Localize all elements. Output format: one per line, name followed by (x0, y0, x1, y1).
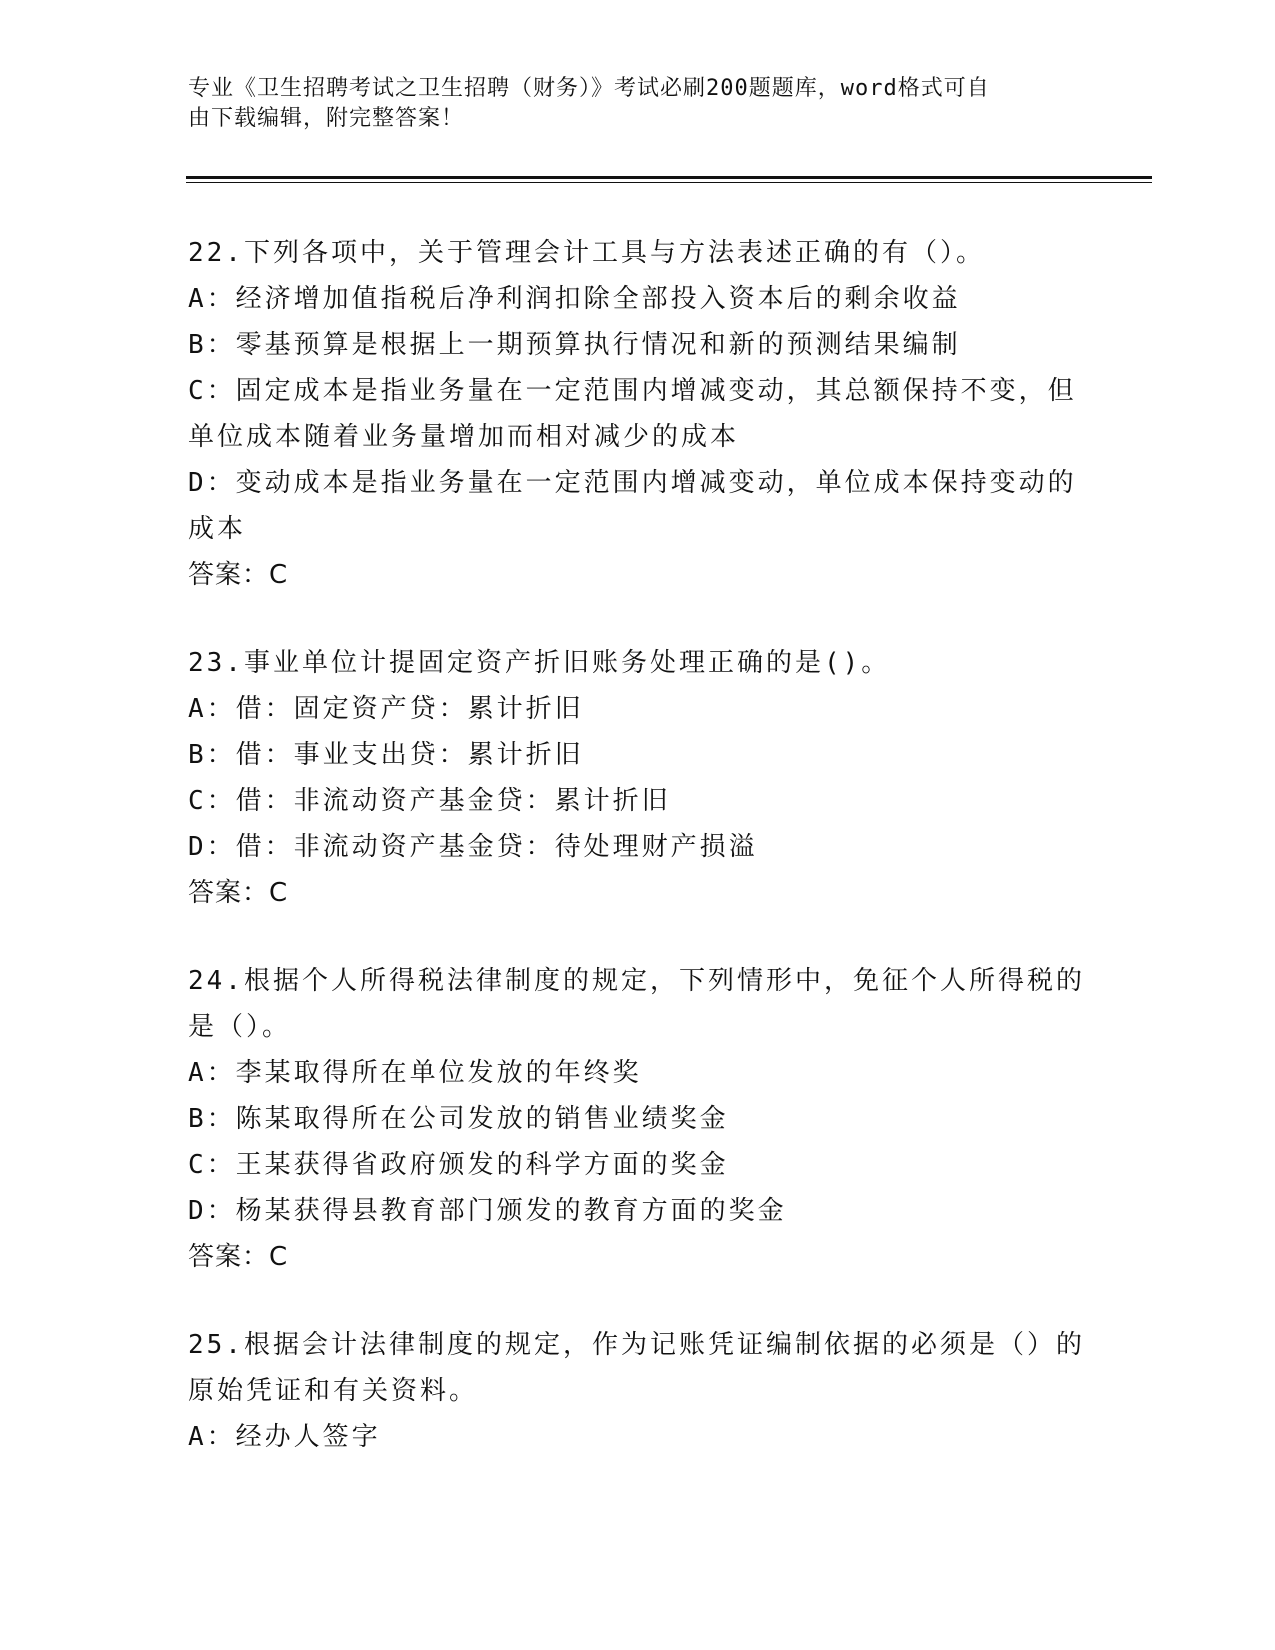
option-a: A：经办人签字 (188, 1422, 381, 1452)
answer-line: 答案：C (188, 878, 289, 908)
option-b: B：零基预算是根据上一期预算执行情况和新的预测结果编制 (188, 330, 961, 360)
question-stem-continued: 是（）。 (188, 1012, 292, 1042)
option-a: A：借：固定资产贷：累计折旧 (188, 694, 584, 724)
question-23 (188, 640, 1088, 916)
answer-line: 答案：C (188, 1242, 289, 1272)
question-stem: 23.事业单位计提固定资产折旧账务处理正确的是()。 (188, 648, 891, 678)
question-list (188, 230, 1088, 1502)
option-d: D：借：非流动资产基金贷：待处理财产损溢 (188, 832, 758, 862)
option-a: A：经济增加值指税后净利润扣除全部投入资本后的剩余收益 (188, 284, 961, 314)
option-b: B：借：事业支出贷：累计折旧 (188, 740, 584, 770)
option-d: D：杨某获得县教育部门颁发的教育方面的奖金 (188, 1196, 787, 1226)
option-d: D：变动成本是指业务量在一定范围内增减变动，单位成本保持变动的 (188, 468, 1077, 498)
option-c: C：固定成本是指业务量在一定范围内增减变动，其总额保持不变，但 (188, 376, 1077, 406)
option-b: B：陈某取得所在公司发放的销售业绩奖金 (188, 1104, 729, 1134)
question-24 (188, 958, 1088, 1280)
option-c: C：借：非流动资产基金贷：累计折旧 (188, 786, 671, 816)
question-stem: 24.根据个人所得税法律制度的规定，下列情形中，免征个人所得税的 (188, 966, 1085, 996)
question-25 (188, 1322, 1088, 1460)
header-line-2: 由下载编辑，附完整答案！ (188, 106, 465, 131)
question-22 (188, 230, 1088, 598)
header-rule-thin (186, 182, 1152, 183)
answer-line: 答案：C (188, 560, 289, 590)
question-stem: 25.根据会计法律制度的规定，作为记账凭证编制依据的必须是（）的 (188, 1330, 1085, 1360)
option-a: A：李某取得所在单位发放的年终奖 (188, 1058, 642, 1088)
option-c: C：王某获得省政府颁发的科学方面的奖金 (188, 1150, 729, 1180)
header-line-1: 专业《卫生招聘考试之卫生招聘（财务）》考试必刷200题题库，word格式可自 (188, 76, 990, 101)
option-d-continued: 成本 (188, 514, 247, 544)
question-stem: 22.下列各项中，关于管理会计工具与方法表述正确的有（）。 (188, 238, 985, 268)
question-stem-continued: 原始凭证和有关资料。 (188, 1376, 479, 1406)
header-rule-thick (186, 176, 1152, 179)
option-c-continued: 单位成本随着业务量增加而相对减少的成本 (188, 422, 740, 452)
document-header (188, 74, 1068, 134)
